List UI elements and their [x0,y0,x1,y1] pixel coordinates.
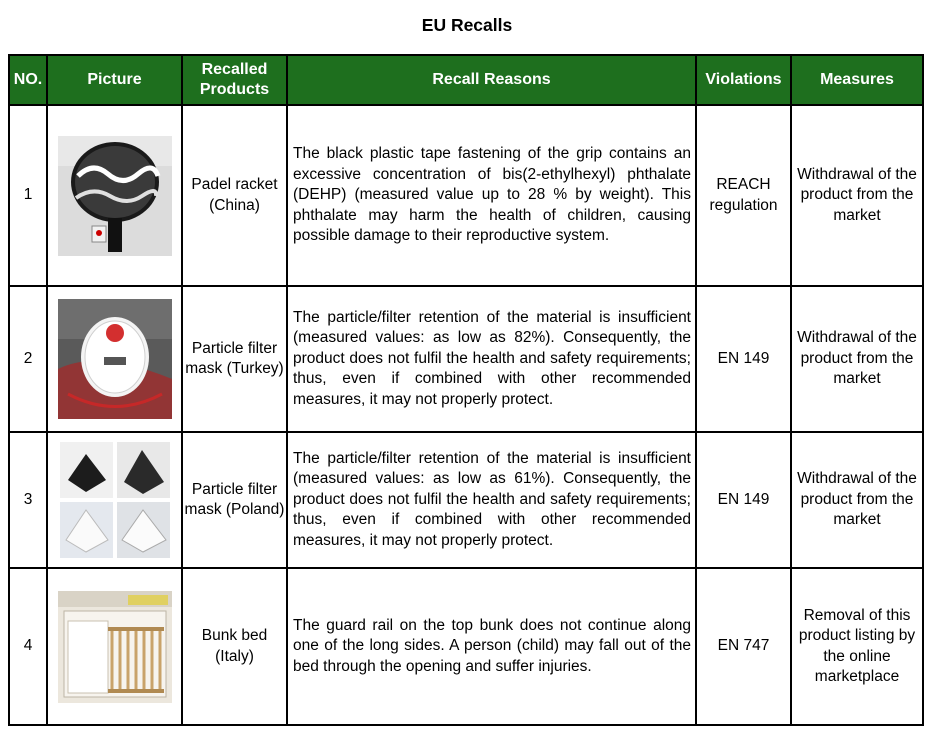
header-products: Recalled Products [182,55,287,105]
particle-filter-masks-photo [58,440,172,560]
row-violation: REACH regulation [696,105,791,286]
recalls-table [8,54,924,726]
table-row [9,432,923,568]
row-no: 1 [9,105,47,286]
row-product: Padel racket (China) [182,105,287,286]
row-measure: Withdrawal of the product from the market [791,105,923,286]
row-reason: The black plastic tape fastening of the grip contains an excessive concentration of bis(2-ethylhexyl) phthalate (DEHP) (measured value up to 28 % by weight). This phthalate may harm the health of children, causing possible damage to their reproductive system. [287,105,696,286]
table-row [9,105,923,286]
row-no: 4 [9,568,47,725]
row-reason: The particle/filter retention of the material is insufficient (measured values: as low as 61%). Consequently, the product does not fulfil the health and safety requirements; thus, even if combined with other recommended measures, it may not properly protect. [287,432,696,568]
header-measures: Measures [791,55,923,105]
row-violation: EN 149 [696,286,791,432]
header-picture: Picture [47,55,182,105]
row-reason: The particle/filter retention of the material is insufficient (measured values: as low as 82%). Consequently, the product does not fulfil the health and safety requirements; thus, even if combined with other recommended measures, it may not properly protect. [287,286,696,432]
header-reasons: Recall Reasons [287,55,696,105]
row-product: Bunk bed (Italy) [182,568,287,725]
header-violations: Violations [696,55,791,105]
row-picture [47,286,182,432]
table-row [9,568,923,725]
header-row [9,55,923,105]
row-violation: EN 149 [696,432,791,568]
row-no: 2 [9,286,47,432]
row-picture [47,432,182,568]
row-measure: Removal of this product listing by the online marketplace [791,568,923,725]
row-product: Particle filter mask (Poland) [182,432,287,568]
bunk-bed-photo [58,591,172,703]
row-violation: EN 747 [696,568,791,725]
table-row [9,286,923,432]
row-measure: Withdrawal of the product from the market [791,286,923,432]
particle-filter-mask-photo [58,299,172,419]
row-picture [47,568,182,725]
header-no: NO. [9,55,47,105]
row-picture [47,105,182,286]
row-product: Particle filter mask (Turkey) [182,286,287,432]
padel-racket-photo [58,136,172,256]
row-measure: Withdrawal of the product from the market [791,432,923,568]
page-title: EU Recalls [421,15,513,35]
row-reason: The guard rail on the top bunk does not continue along one of the long sides. A person (child) may fall out of the bed through the opening and suffer injuries. [287,568,696,725]
row-no: 3 [9,432,47,568]
